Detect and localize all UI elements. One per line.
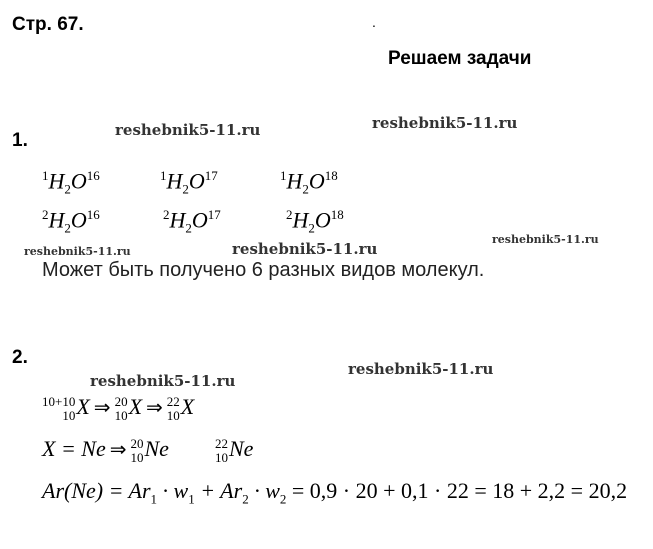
task-2-number: 2. [12,347,28,368]
watermark: reshebnik5-11.ru [372,114,518,132]
molecule-1h2o17: $^1H_2O^{17}$ [160,168,218,197]
watermark: reshebnik5-11.ru [115,121,261,139]
molecule-1h2o16: $^1H_2O^{16}$ [42,168,100,197]
molecule-2h2o16: $^2H_2O^{16}$ [42,207,100,236]
atomic-mass-calculation: $Ar(Ne) = Ar_1 \cdot w_1 + Ar_2 \cdot w_2 = 0,9 \cdot 20 + 0,1 \cdot 22 = 18 + 2,2 = 20,2$ [42,478,628,507]
page-title: Стр. 67. [12,14,84,35]
molecule-1h2o18: $^1H_2O^{18}$ [280,168,338,197]
task-1-answer: Может быть получено 6 разных видов молекул. [42,259,485,281]
nuclide-equation: 10+10 10 X ⇒ 20 10 X ⇒ 22 10 X [42,393,195,423]
task-1-number: 1. [12,130,28,151]
stray-dot: . [372,14,376,30]
section-title: Решаем задачи [388,48,532,69]
watermark: reshebnik5-11.ru [90,372,236,390]
watermark: reshebnik5-11.ru [232,240,378,258]
molecule-2h2o18: $^2H_2O^{18}$ [286,207,344,236]
watermark: reshebnik5-11.ru [24,245,131,258]
watermark: reshebnik5-11.ru [492,233,599,246]
molecule-2h2o17: $^2H_2O^{17}$ [163,207,221,236]
neon-isotopes: X = Ne ⇒ 20 10 Ne 22 10 Ne [42,435,254,465]
watermark: reshebnik5-11.ru [348,360,494,378]
